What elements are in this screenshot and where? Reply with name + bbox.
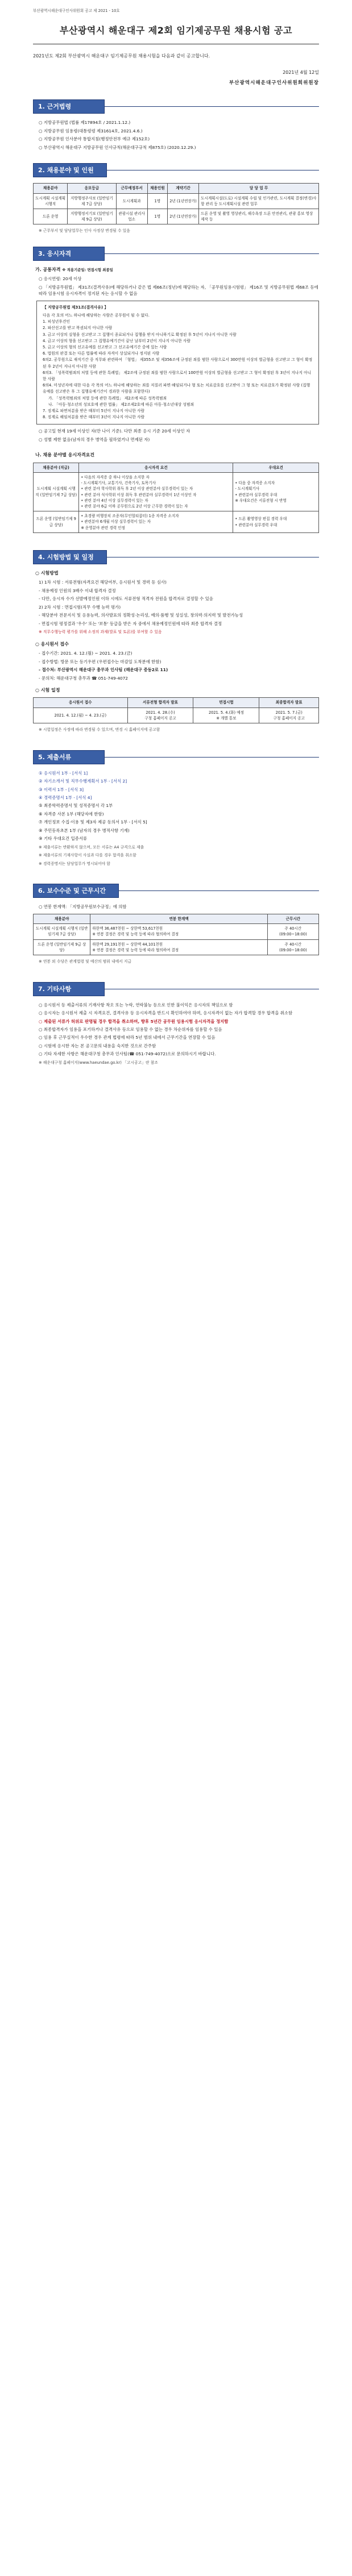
column-header: 최종합격자 발표 xyxy=(259,698,319,708)
box-item: 7. 징계로 파면처분을 받은 때부터 5년이 지나지 아니한 사람 xyxy=(43,409,145,413)
list-item: 2) 2차 시험 : 면접시험(직무 수행 능력 평가) xyxy=(39,604,121,610)
pay-table xyxy=(33,914,319,955)
column-header: 응시원서 접수 xyxy=(34,698,128,708)
age-requirement: ○ 응시연령: 20세 이상 xyxy=(39,276,82,282)
list-item: ⑤ 최종학력증명서 및 성적증명서 각 1부 xyxy=(39,803,113,809)
list-item: ○ 지방공무원 임용령(대통령령 제31614호, 2021.4.6.) xyxy=(39,128,143,134)
list-item: - 면접시험 평정결과 '우수' 또는 '보통' 등급을 받은 자 중에서 채용예정인원에 따라 최종 합격자 결정 xyxy=(39,621,222,626)
documents-note: ※ 제출서류의 기재사항이 사실과 다를 경우 합격을 취소함 xyxy=(39,853,136,858)
list-item: ○ 최종합격자가 임용을 포기하거나 결격사유 등으로 임용할 수 없는 경우 차순위자를 임용할 수 있음 xyxy=(39,1027,222,1032)
section-rule xyxy=(105,757,319,758)
notice-title: 부산광역시 해운대구 제2회 임기제공무원 채용시험 공고 xyxy=(60,25,292,36)
schedule-table xyxy=(33,697,319,723)
section-other xyxy=(33,982,319,1066)
list-item: - 다만, 응시자 수가 선발예정인원 이하 시에도 서류전형 적격자 전원을 합격자로 결정할 수 있음 xyxy=(39,596,213,602)
notice-date: 2021년 4월 12일 xyxy=(283,69,319,75)
notice-intro: 2021년도 제2회 부산광역시 해운대구 임기제공무원 채용시험을 다음과 같이 공고합니다. xyxy=(33,53,210,59)
pay-note: ※ 연봉 외 수당은 관계법령 및 예산의 범위 내에서 지급 xyxy=(39,959,132,964)
column-header: 응시자격 요건 xyxy=(79,463,233,472)
section-title: 3. 응시자격 xyxy=(33,247,105,261)
disqualification-text: ○ 「지방공무원법」 제31조(결격사유)에 해당하거나 같은 법 제66조(정년)에 해당하는 자, 「공무원임용시험령」 제16조 및 지방공무원법 제68조 등에 따라 임용시험 응시자격이 정지된 자는 응시할 수 없음 xyxy=(39,284,318,297)
table-header-row xyxy=(34,698,319,708)
table-row xyxy=(34,193,319,209)
box-item: 가. 「성폭력범죄의 처벌 등에 관한 특례법」 제2조에 따른 성폭력범죄 xyxy=(48,396,167,401)
table-cell: 하한액 29,191천원 ~ 상한액 44,101천원 ※ 연봉 결정은 경력 및 능력 등에 따라 협의하여 결정 xyxy=(90,939,267,955)
table-cell: • 다음의 자격증 중 하나 이상을 소지한 자 - 도시계획기사, 교통기사, 건축기사, 토목기사 • 관련 분야 학사학위 취득 후 2년 이상 관련분야 실무경력이 있는 자 • 관련 분야 석사학위 이상 취득 후 관련분야 실무경력이 1년 이상인 자 • 관련 분야 4년 이상 실무경력이 있는 자 • 관련 분야 6급 이하 공무원으로 2년 이상 근무한 경력이 있는 자 xyxy=(79,472,233,511)
section-header xyxy=(33,99,319,114)
notice-org: 부산광역시해운대구인사위원회위원장 xyxy=(229,80,319,86)
section-eligibility xyxy=(33,247,319,533)
section-header xyxy=(33,247,319,261)
section-pay xyxy=(33,884,319,964)
column-header: 채용분야 xyxy=(34,914,90,923)
section-documents xyxy=(33,750,319,867)
schedule-subtitle: ○ 시험 일정 xyxy=(35,687,60,693)
pay-intro: ○ 연봉 한계액: 「지방공무원보수규정」에 의함 xyxy=(39,904,127,910)
table-cell: 2021. 5. 7.(금) 구청 홈페이지 공고 xyxy=(259,708,319,723)
list-item: ○ 성별 제한 없음(남자의 경우 병역을 필하였거나 면제된 자) xyxy=(39,436,150,442)
section-header xyxy=(33,163,319,177)
list-item: ○ 시험에 응시한 자는 본 공고문의 내용을 숙지한 것으로 간주함 xyxy=(39,1043,156,1048)
section-header xyxy=(33,550,319,564)
common-note: ※ 적용기준일: 면접시험 최종일 xyxy=(62,267,113,272)
list-item: ○ 지방공무원 인사분야 통합지침(행정안전부 예규 제152호) xyxy=(39,136,150,142)
section-positions xyxy=(33,163,319,234)
list-item: 1) 1차 시험 : 서류전형(자격요건 해당여부, 응시원서 및 경력 등 심사) xyxy=(39,580,167,585)
column-header: 담 당 업 무 xyxy=(199,184,319,193)
box-intro: 다음 각 호의 어느 하나에 해당하는 사람은 공무원이 될 수 없다. xyxy=(43,313,150,318)
table-cell: 도시계획 시설계획 시행직 (일반임기제 7급 상당) xyxy=(34,924,90,939)
table-cell: • 드론 촬영영상 편집 경력 우대 • 관련분야 실무경력 우대 xyxy=(233,511,319,533)
column-header: 계약기간 xyxy=(167,184,198,193)
table-row xyxy=(34,209,319,224)
table-cell: 1명 xyxy=(147,209,167,224)
disqualification-box xyxy=(36,301,319,425)
box-item: 6의4. 미성년자에 대한 다음 각 목의 어느 하나에 해당하는 죄를 저질러 파면·해임되거나 형 또는 치료감호를 선고받아 그 형 또는 치료감호가 확정된 사람 (집행유예를 선고받은 후 그 집행유예기간이 경과한 사람을 포함한다) xyxy=(43,383,310,394)
list-item: - 해당분야 전문지식 및 응용능력, 의사발표의 정확성·논리성, 예의·품행 및 성실성, 창의력·의지력 및 발전가능성 xyxy=(39,613,243,618)
table-cell: 도시계획 시설계획 시행직 (일반임기제 7급 상당) xyxy=(34,472,79,511)
table-cell: 1명 xyxy=(147,193,167,209)
list-item: ○ 제출된 서류가 허위로 판명될 경우 합격을 취소하며, 향후 5년간 공무원 임용시험 응시자격을 정지함 xyxy=(39,1018,229,1024)
list-item: - 접수방법: 방문 또는 등기우편 (우편접수는 마감일 도착분에 한함) xyxy=(39,659,161,664)
list-item: ⑨ 기타 우대요건 입증서류 xyxy=(39,836,88,842)
list-item: ○ 응시원서 등 제출서류의 기재사항 착오 또는 누락, 연락불능 등으로 인한 불이익은 응시자의 책임으로 함 xyxy=(39,1002,233,1008)
table-header-row xyxy=(34,914,319,923)
table-cell: 도시계획시설(도로) 시설계획 수립 및 인가관련, 도시계획 결정(변경)사항 관리 등 도시계획시설 관련 업무 xyxy=(199,193,319,209)
table-cell: 도시계획 시설계획 시행직 xyxy=(34,193,68,209)
column-header: 면접시험 xyxy=(193,698,259,708)
list-item: ⑧ 주민등록초본 1부 (남자의 경우 병적사항 기재) xyxy=(39,827,130,833)
section-header xyxy=(33,750,319,764)
section-title: 4. 시험방법 및 일정 xyxy=(33,550,107,564)
table-row xyxy=(34,472,319,511)
positions-table xyxy=(33,183,319,224)
table-cell: 하한액 36,487천원 ~ 상한액 53,617천원 ※ 연봉 결정은 경력 및 능력 등에 따라 협의하여 결정 xyxy=(90,924,267,939)
section-title: 7. 기타사항 xyxy=(33,982,105,996)
box-item: 6. 법원의 판결 또는 다른 법률에 따라 자격이 상실되거나 정지된 사람 xyxy=(43,351,160,356)
table-cell: • 초경량 비행장치 조종자(무인멀티콥터) 1종 자격증 소지자 • 관련분야 6개월 이상 실무경력이 있는 자 ※ 운영분야 관련 경력 인정 xyxy=(79,511,233,533)
box-item: 4. 금고 이상의 형을 선고받고 그 집행유예기간이 끝난 날부터 2년이 지나지 아니한 사람 xyxy=(43,338,191,343)
table-row xyxy=(34,708,319,723)
section-rule xyxy=(105,253,319,254)
table-footnote: ※ 근무부서 및 담당업무는 인사 사정상 변경될 수 있음 xyxy=(39,228,130,234)
table-row xyxy=(34,924,319,939)
list-item: ③ 이력서 1부 - [서식 3] xyxy=(39,786,84,792)
table-cell: 지방행정서기보 (일반임기제 9급 상당) xyxy=(68,209,116,224)
notice-number: 부산광역시해운대구인사위원회 공고 제 2021 - 10호 xyxy=(33,9,120,13)
table-header-row xyxy=(34,463,319,472)
list-item: ○ 기타 자세한 사항은 해운대구청 총무과 인사팀(☎ 051-749-4072)으로 문의하시기 바랍니다. xyxy=(39,1051,216,1057)
list-item: ○ 지방공무원법 (법률 제17894호 / 2021.1.12.) xyxy=(39,120,131,126)
list-item: ○ 공고일 현재 19세 이상인 자(만 나이 기준). 다만 최종 응시 기준 20세 이상인 자 xyxy=(39,428,191,434)
section-title: 2. 채용분야 및 인원 xyxy=(33,163,107,177)
footer-link[interactable]: ※ 해운대구청 홈페이지(www.haeundae.go.kr) 「고시공고」란 참조 xyxy=(39,1060,158,1065)
documents-note: ※ 경력증명서는 담당업무가 명시되어야 함 xyxy=(39,861,110,866)
documents-note: ※ 제출서류는 반환하지 않으며, 모든 서류는 A4 규격으로 제출 xyxy=(39,844,144,850)
box-item: 나. 「아동·청소년의 성보호에 관한 법률」 제2조제2호에 따른 아동·청소년대상 성범죄 xyxy=(48,402,194,407)
table-cell: 드론 운영 xyxy=(34,209,68,224)
column-header: 채용인원 xyxy=(147,184,167,193)
apply-subtitle: ○ 응시원서 접수 xyxy=(35,641,69,647)
list-item: - 접수기간: 2021. 4. 12.(월) ~ 2021. 4. 23.(금) xyxy=(39,651,132,656)
column-header: 연봉 한계액 xyxy=(90,914,267,923)
column-header: 우대요건 xyxy=(233,463,319,472)
section-rule xyxy=(105,106,319,107)
column-header: 서류전형 합격자 발표 xyxy=(127,698,193,708)
section-title: 5. 제출서류 xyxy=(33,750,105,764)
method-note: ※ 직무수행능력 평가를 위해 소정의 과제(발표 및 토론)를 부여할 수 있음 xyxy=(39,630,162,635)
box-item: 5. 금고 이상의 형의 선고유예를 선고받고 그 선고유예기간 중에 있는 사람 xyxy=(43,344,167,349)
box-item: 2. 파산선고를 받고 복권되지 아니한 사람 xyxy=(43,326,113,331)
method-subtitle: ○ 시험방법 xyxy=(35,570,59,576)
requirements-subtitle: 나. 채용 분야별 응시자격요건 xyxy=(35,452,95,458)
table-header-row xyxy=(34,184,319,193)
requirements-table xyxy=(33,463,319,533)
column-header: 근무예정부서 xyxy=(116,184,147,193)
table-cell: 2021. 4. 28.(수) 구청 홈페이지 공고 xyxy=(127,708,193,723)
box-item: 6의3. 「성폭력범죄의 처벌 등에 관한 특례법」 제2조에 규정된 죄를 범한 사람으로서 100만원 이상의 벌금형을 선고받고 그 형이 확정된 후 3년이 지나지 아니한 사람 xyxy=(43,370,312,381)
common-label: 가. 공통자격 xyxy=(35,267,61,272)
list-item: ○ 응시자는 응시원서 제출 시 자격요건, 결격사유 등 응시자격을 반드시 확인하여야 하며, 응시자격이 없는 자가 합격할 경우 합격을 취소함 xyxy=(39,1010,293,1016)
table-cell: • 다음 중 자격증 소지자 - 도시계획기사 • 관련분야 실무경력 우대 ※ 우대요건은 서류전형 시 반영 xyxy=(233,472,319,511)
table-cell: 드론 운영 및 촬영 영상관리, 해수욕장 드론 안전관리, 관광 홍보 영상 제작 등 xyxy=(199,209,319,224)
table-cell: 주 40시간 (09:00~18:00) xyxy=(267,924,318,939)
list-item: ○ 부산광역시 해운대구 지방공무원 인사규칙(해운대구규칙 제875호) (2020.12.29.) xyxy=(39,144,196,150)
table-row xyxy=(34,511,319,533)
list-item: ② 자기소개서 및 직무수행계획서 1부 - [서식 2] xyxy=(39,779,127,784)
column-header: 채용분야 xyxy=(34,184,68,193)
table-cell: 관광시설 관리사업소 xyxy=(116,209,147,224)
list-item: ○ 임용 후 근무실적이 우수한 경우 관계 법령에 따라 5년 범위 내에서 근무기간을 연장할 수 있음 xyxy=(39,1035,216,1041)
table-cell: 지방행정주사보 (일반임기제 7급 상당) xyxy=(68,193,116,209)
list-item: ① 응시원서 1부 - [서식 1] xyxy=(39,770,88,776)
table-cell: 주 40시간 (09:00~18:00) xyxy=(267,939,318,955)
box-item: 1. 피성년후견인 xyxy=(43,319,71,324)
list-item: - 접수처: 부산광역시 해운대구 총무과 인사팀 (해운대구 중동2로 11) xyxy=(39,667,168,673)
section-exam-method xyxy=(33,550,319,733)
list-item: ⑦ 개인정보 수집·이용 및 제3자 제공 동의서 1부 - [서식 5] xyxy=(39,819,147,825)
box-item: 6의2. 공무원으로 재직기간 중 직무와 관련하여 「형법」 제355조 및 제356조에 규정된 죄를 범한 사람으로서 300만원 이상의 벌금형을 선고받고 그 형이 확정된 후 2년이 지나지 아니한 사람 xyxy=(43,357,313,369)
list-item: - 문의처: 해운대구청 총무과 ☎ 051-749-4072 xyxy=(39,675,128,681)
section-title: 6. 보수수준 및 근무시간 xyxy=(33,884,119,898)
table-cell: 2021. 4. 12.(월) ~ 4. 23.(금) xyxy=(34,708,128,723)
table-cell: 드론 운영 (일반임기제 9급 상당) xyxy=(34,939,90,955)
table-row xyxy=(34,939,319,955)
box-title: 【 지방공무원법 제31조(결격사유) 】 xyxy=(43,305,109,310)
section-header xyxy=(33,884,319,898)
list-item: ⑥ 자격증 사본 1부 (해당자에 한함) xyxy=(39,811,104,817)
box-item: 3. 금고 이상의 실형을 선고받고 그 집행이 종료되거나 집행을 받지 아니하기로 확정된 후 5년이 지나지 아니한 사람 xyxy=(43,332,237,337)
list-item: - 채용예정 인원의 3배수 이내 합격자 결정 xyxy=(39,588,116,593)
table-cell: 2021. 5. 4.(화) 예정 ※ 개별 통보 xyxy=(193,708,259,723)
section-header xyxy=(33,982,319,996)
schedule-note: ※ 시험일정은 사정에 따라 변경될 수 있으며, 변경 시 홈페이지에 공고함 xyxy=(39,727,160,733)
list-item: ④ 경력증명서 1부 - [서식 4] xyxy=(39,795,92,800)
table-cell: 도시계획과 xyxy=(116,193,147,209)
column-header: 응모등급 xyxy=(68,184,116,193)
column-header: 근무시간 xyxy=(267,914,318,923)
section-title: 1. 근거법령 xyxy=(33,99,105,114)
table-cell: 드론 운영 (일반임기제 9급 상당) xyxy=(34,511,79,533)
section-legal-basis xyxy=(33,99,319,151)
column-header: 채용분야 (직급) xyxy=(34,463,79,472)
table-cell: 2년 (1년연장가) xyxy=(167,209,198,224)
box-item: 8. 징계로 해임처분을 받은 때부터 3년이 지나지 아니한 사람 xyxy=(43,415,145,420)
table-cell: 2년 (1년연장가) xyxy=(167,193,198,209)
section-rule xyxy=(119,890,319,891)
